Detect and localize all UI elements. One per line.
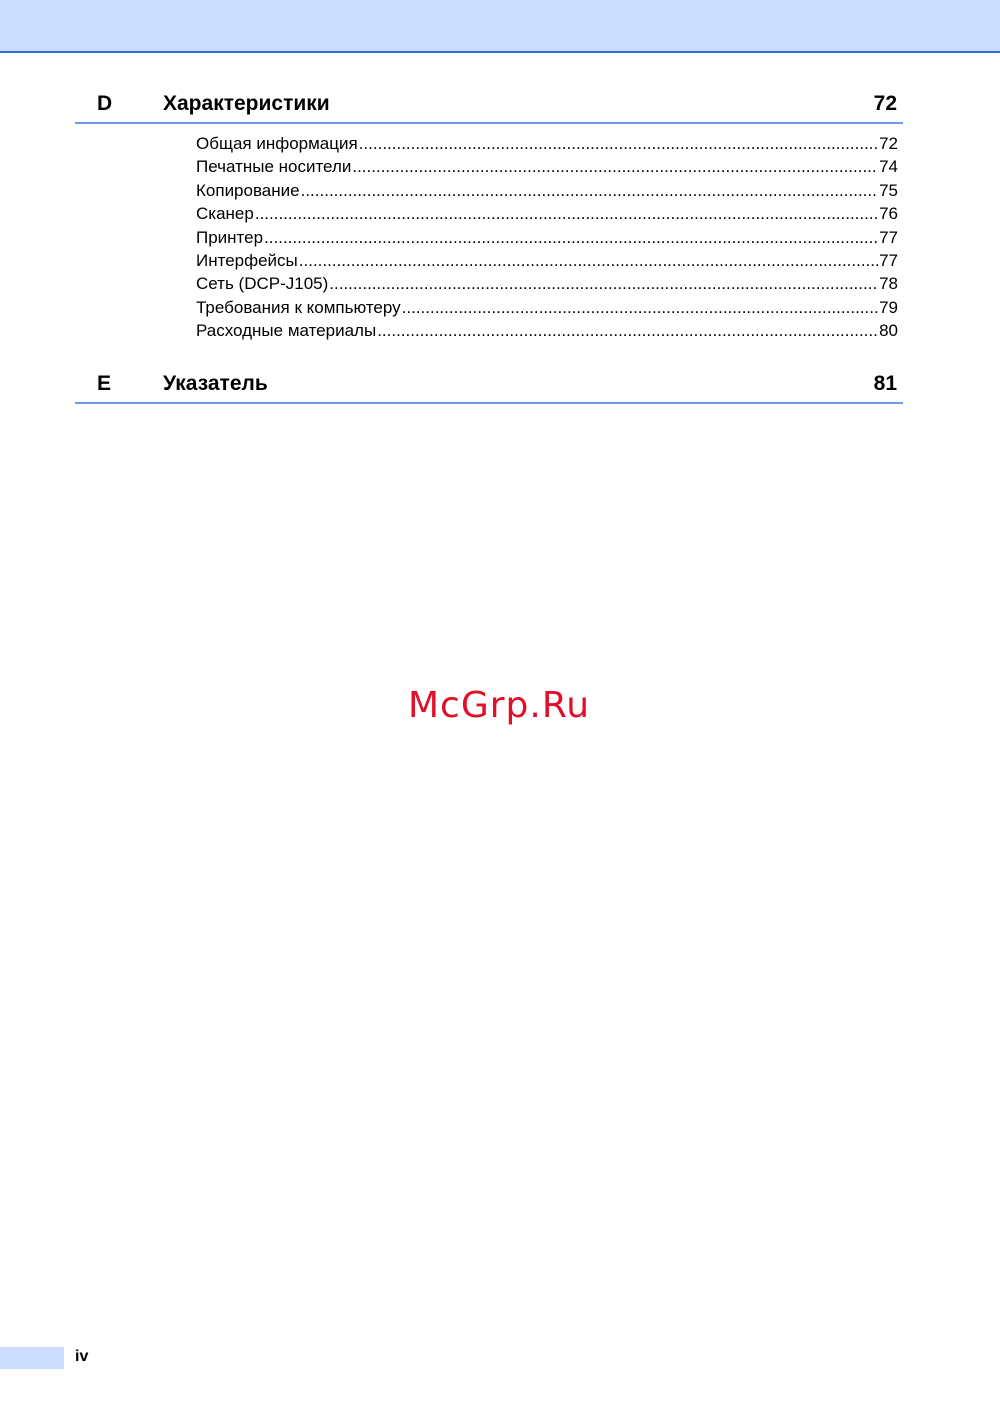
toc-section-e[interactable] — [75, 372, 903, 404]
dot-leader — [359, 134, 878, 154]
toc-entry-page: 77 — [879, 250, 898, 270]
toc-entry-label: Печатные носители — [196, 157, 352, 177]
toc-entry-page: 74 — [879, 157, 898, 177]
section-letter: E — [97, 372, 112, 395]
section-title: Указатель — [163, 372, 268, 395]
toc-entry-page: 77 — [879, 227, 898, 247]
toc-entry-general-info[interactable] — [196, 134, 898, 157]
dot-leader — [299, 251, 878, 271]
toc-entry-label: Сеть (DCP-J105) — [196, 274, 329, 294]
dot-leader — [264, 228, 878, 248]
toc-entry-label: Сканер — [196, 204, 254, 224]
toc-entry-interfaces[interactable] — [196, 251, 898, 274]
section-letter: D — [97, 92, 113, 115]
section-page-number: 72 — [873, 92, 897, 115]
toc-section-d[interactable] — [75, 92, 903, 124]
section-title: Характеристики — [163, 92, 330, 115]
footer-page-number: iv — [75, 1348, 89, 1365]
toc-entry-page: 78 — [879, 274, 898, 294]
dot-leader — [255, 204, 878, 224]
toc-entry-label: Копирование — [196, 180, 300, 200]
toc-entry-printer[interactable] — [196, 228, 898, 251]
header-band — [0, 0, 1000, 53]
dot-leader — [377, 321, 878, 341]
footer-tab — [0, 1347, 64, 1369]
toc-entry-copying[interactable] — [196, 181, 898, 204]
section-page-number: 81 — [873, 372, 897, 395]
toc-entry-consumables[interactable] — [196, 321, 898, 344]
toc-entry-page: 75 — [879, 180, 898, 200]
toc-entry-label: Требования к компьютеру — [196, 297, 401, 317]
toc-entry-network[interactable] — [196, 274, 898, 297]
toc-entry-page: 76 — [879, 204, 898, 224]
toc-entry-page: 72 — [879, 134, 898, 153]
toc-entry-label: Расходные материалы — [196, 321, 377, 341]
dot-leader — [352, 157, 878, 177]
toc-entry-scanner[interactable] — [196, 204, 898, 227]
dot-leader — [329, 274, 878, 294]
toc-entry-list — [196, 134, 898, 345]
toc-entry-print-media[interactable] — [196, 157, 898, 180]
toc-entry-label: Интерфейсы — [196, 250, 298, 270]
dot-leader — [402, 298, 878, 318]
watermark: McGrp.Ru — [408, 685, 591, 726]
toc-entry-label: Принтер — [196, 227, 264, 247]
toc-entry-computer-requirements[interactable] — [196, 298, 898, 321]
toc-entry-page: 80 — [879, 321, 898, 341]
toc-entry-page: 79 — [879, 297, 898, 317]
toc-entry-label: Общая информация — [196, 134, 358, 153]
dot-leader — [301, 181, 878, 201]
